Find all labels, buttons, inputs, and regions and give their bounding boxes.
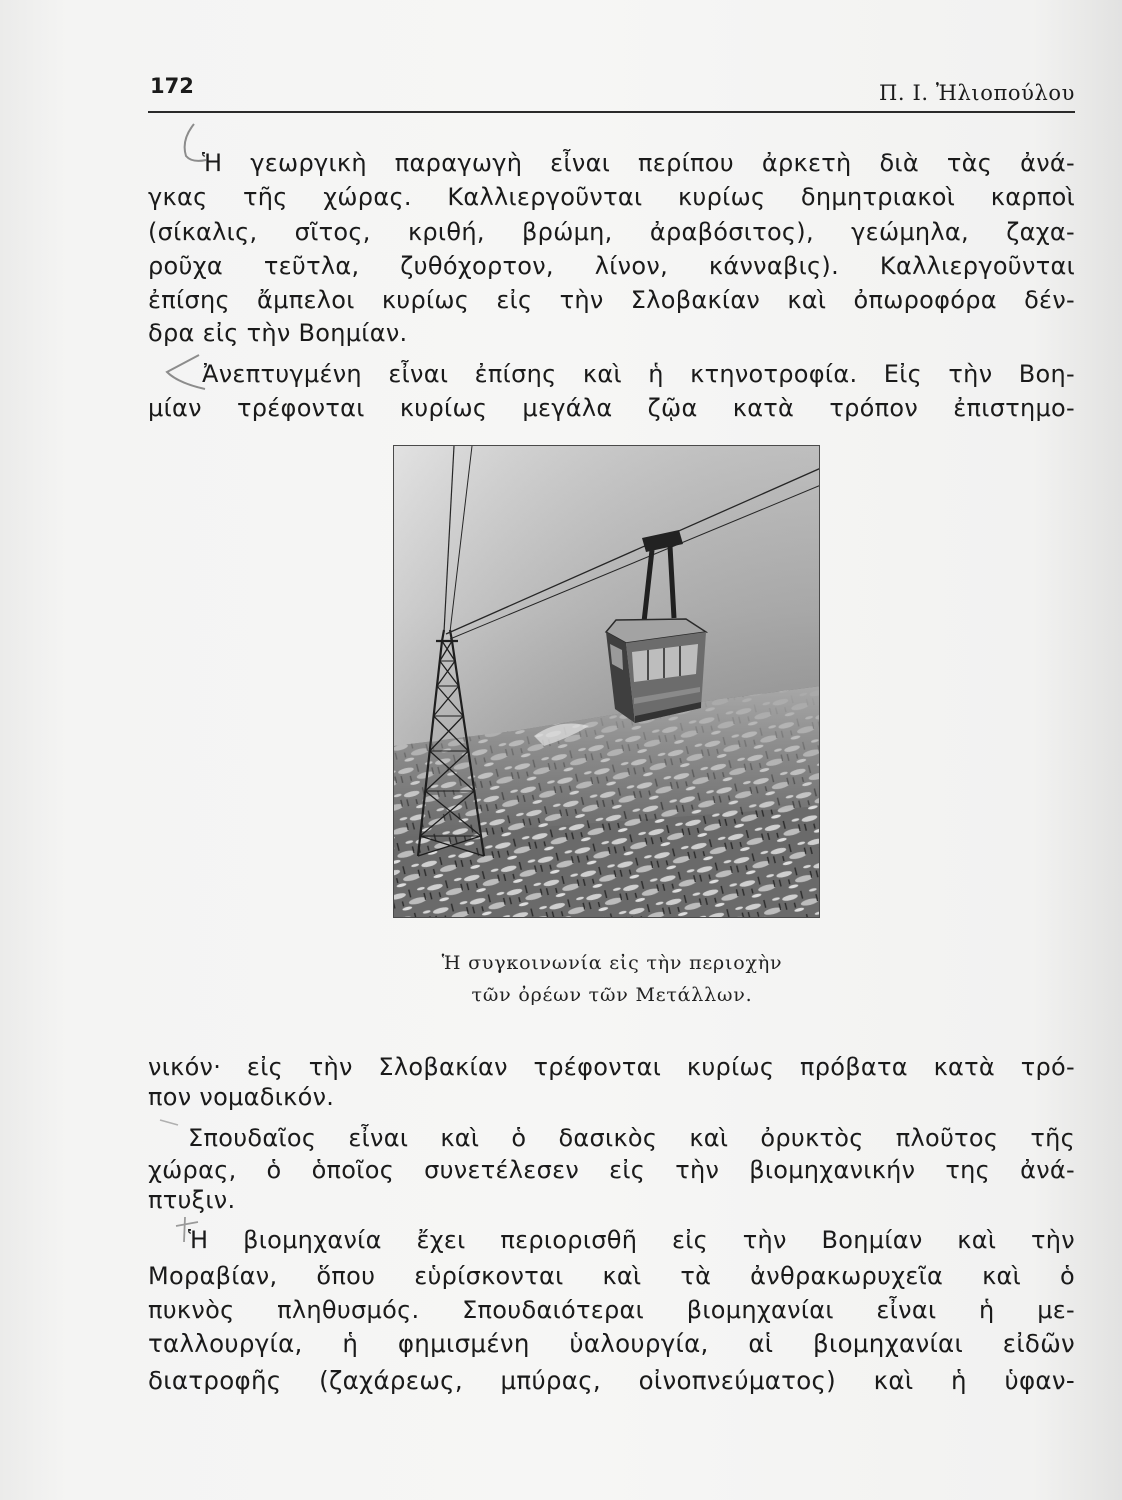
text-line: (σίκαλις, σῖτος, κριθή, βρώμη, ἀραβόσιτος), γεώμηλα, ζαχα- <box>148 218 1075 246</box>
text-line: ροῦχα τεῦτλα, ζυθόχορτον, λίνον, κάνναβις). Καλλιεργοῦνται <box>148 252 1075 280</box>
text-line: πον νομαδικόν. <box>148 1083 335 1111</box>
header-rule <box>148 111 1075 113</box>
cable-car-photo <box>393 445 820 918</box>
text-line: Μοραβίαν, ὅπου εὑρίσκονται καὶ τὰ ἀνθρακωρυχεῖα καὶ ὁ <box>148 1262 1075 1290</box>
text-line: Σπουδαῖος εἶναι καὶ ὁ δασικὸς καὶ ὀρυκτὸς πλοῦτος τῆς <box>188 1124 1075 1152</box>
text-line: δρα εἰς τὴν Βοημίαν. <box>148 319 408 347</box>
text-line: Ἡ βιομηχανία ἔχει περιορισθῆ εἰς τὴν Βοημίαν καὶ τὴν <box>188 1226 1075 1254</box>
pencil-mark <box>160 1120 178 1125</box>
text-line: Ἀνεπτυγμένη εἶναι ἐπίσης καὶ ἡ κτηνοτροφία. Εἰς τὴν Βοη- <box>202 360 1075 388</box>
running-title: Π. Ι. Ἠλιοπούλου <box>879 81 1075 105</box>
figure-caption-line: τῶν ὀρέων τῶν Μετάλλων. <box>471 984 753 1006</box>
text-line: ἐπίσης ἄμπελοι κυρίως εἰς τὴν Σλοβακίαν καὶ ὀπωροφόρα δέν- <box>148 286 1075 314</box>
text-line: νικόν· εἰς τὴν Σλοβακίαν τρέφονται κυρίως πρόβατα κατὰ τρό- <box>148 1053 1075 1081</box>
text-line: πυκνὸς πληθυσμός. Σπουδαιότεραι βιομηχανίαι εἶναι ἡ με- <box>148 1296 1075 1324</box>
text-line: χώρας, ὁ ὁποῖος συνετέλεσεν εἰς τὴν βιομηχανικήν της ἀνά- <box>148 1156 1075 1184</box>
text-line: γκας τῆς χώρας. Καλλιεργοῦνται κυρίως δημητριακοὶ καρποὶ <box>148 183 1075 211</box>
page-number: 172 <box>150 74 194 98</box>
text-line: πτυξιν. <box>148 1186 236 1214</box>
pencil-mark <box>167 355 205 389</box>
text-line: μίαν τρέφονται κυρίως μεγάλα ζῷα κατὰ τρόπον ἐπιστημο- <box>148 394 1075 422</box>
text-line: Ἡ γεωργικὴ παραγωγὴ εἶναι περίπου ἀρκετὴ διὰ τὰς ἀνά- <box>202 149 1075 177</box>
figure-caption-line: Ἡ συγκοινωνία εἰς τὴν περιοχὴν <box>441 952 783 974</box>
text-line: ταλλουργία, ἡ φημισμένη ὑαλουργία, αἱ βιομηχανίαι εἰδῶν <box>148 1329 1075 1358</box>
text-line: διατροφῆς (ζαχάρεως, μπύρας, οἰνοπνεύματος) καὶ ἡ ὑφαν- <box>148 1366 1075 1395</box>
